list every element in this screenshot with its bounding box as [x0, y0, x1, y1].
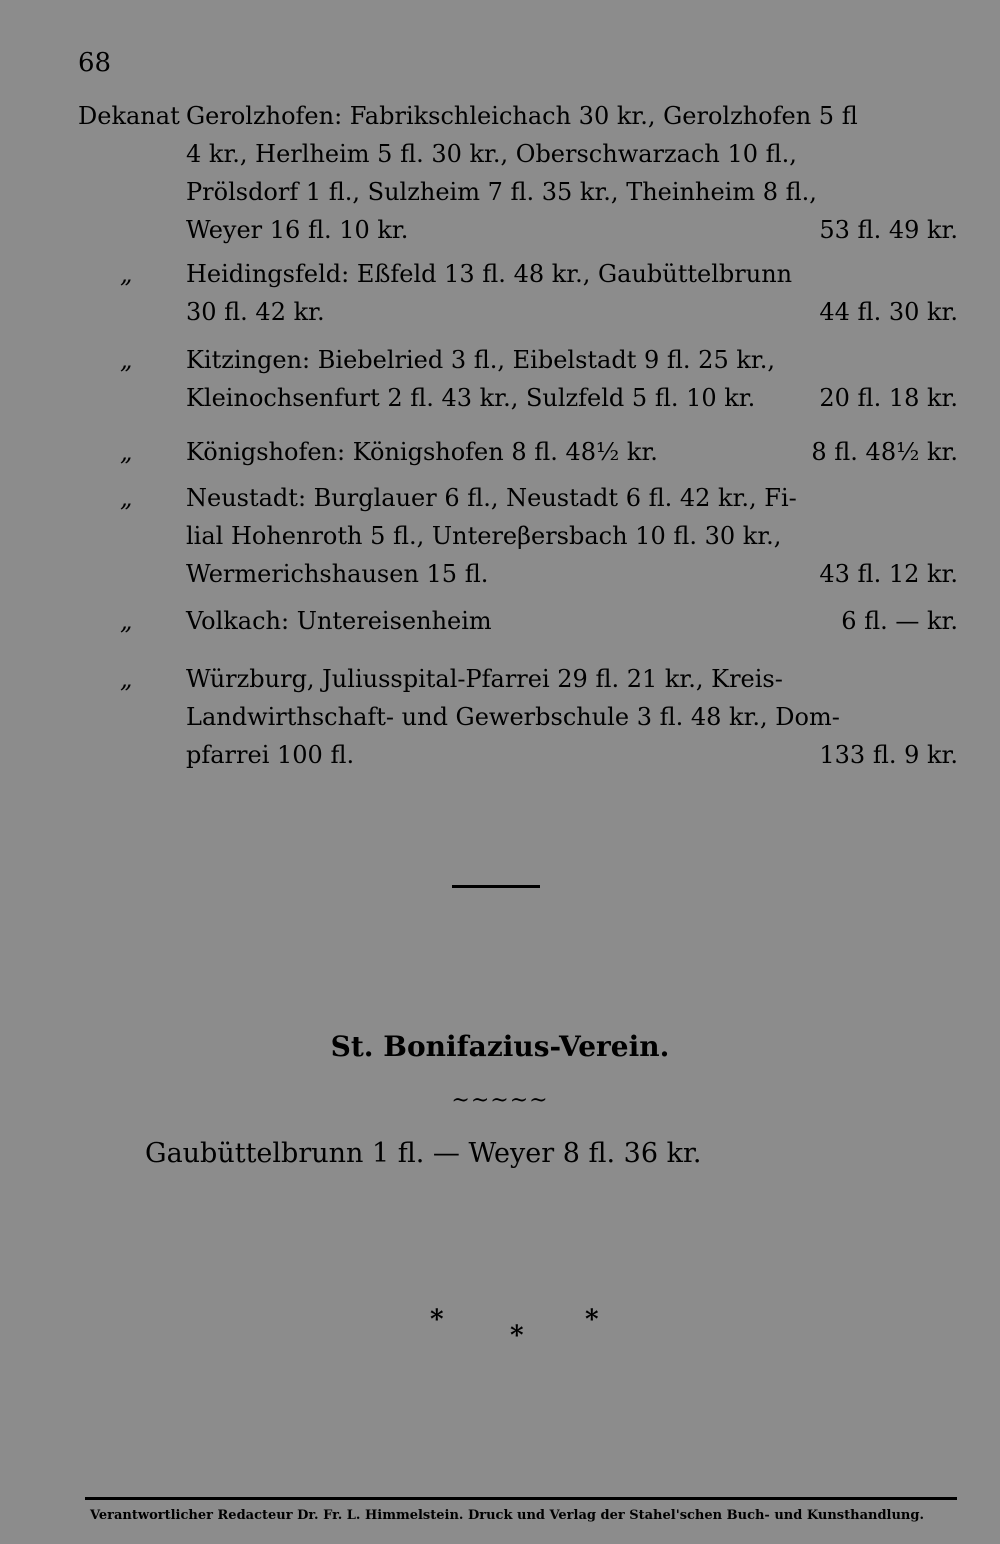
page-number: 68 — [78, 48, 112, 78]
section-divider-rule — [452, 885, 540, 888]
entry-koenigshofen — [78, 433, 958, 471]
entry-total: 133 fl. 9 kr. — [819, 741, 958, 769]
entry-wuerzburg — [78, 660, 958, 774]
section-title: St. Bonifazius-Verein. — [330, 1030, 670, 1063]
entry-line: Gerolzhofen: Fabrikschleichach 30 kr., Gerolzhofen 5 fl — [186, 102, 858, 130]
entry-volkach — [78, 602, 958, 640]
footer-rule — [85, 1497, 957, 1500]
entry-line: 4 kr., Herlheim 5 fl. 30 kr., Oberschwarzach 10 fl., — [186, 140, 797, 168]
entry-line: Kitzingen: Biebelried 3 fl., Eibelstadt 9 fl. 25 kr., — [186, 346, 775, 374]
ditto-mark: „ — [120, 484, 133, 512]
asterisk: * — [510, 1321, 524, 1351]
entry-line: Volkach: Untereisenheim — [186, 607, 492, 635]
entry-line: lial Hohenroth 5 fl., Untereβersbach 10 fl. 30 kr., — [186, 522, 782, 550]
ornament-divider: ~~~~~ — [451, 1088, 549, 1113]
asterisk: * — [585, 1305, 599, 1335]
entry-line: Prölsdorf 1 fl., Sulzheim 7 fl. 35 kr., Theinheim 8 fl., — [186, 178, 817, 206]
asterism — [430, 1305, 610, 1355]
ditto-mark: „ — [120, 438, 133, 466]
entry-line: 30 fl. 42 kr. — [186, 298, 325, 326]
asterisk: * — [430, 1305, 444, 1335]
imprint-line: Verantwortlicher Redacteur Dr. Fr. L. Himmelstein. Druck und Verlag der Stahel'schen Buch- und Kunsthandlung. — [90, 1508, 924, 1523]
entry-line: Würzburg, Juliusspital-Pfarrei 29 fl. 21 kr., Kreis- — [186, 665, 783, 693]
entry-kitzingen — [78, 341, 958, 417]
entry-total: 43 fl. 12 kr. — [819, 560, 958, 588]
ditto-mark: „ — [120, 607, 133, 635]
entry-total: 53 fl. 49 kr. — [819, 216, 958, 244]
entry-total: 8 fl. 48½ kr. — [811, 438, 958, 466]
entry-line: Heidingsfeld: Eßfeld 13 fl. 48 kr., Gaubüttelbrunn — [186, 260, 793, 288]
ditto-mark: „ — [120, 346, 133, 374]
bonifazius-donation-line: Gaubüttelbrunn 1 fl. — Weyer 8 fl. 36 kr. — [145, 1138, 702, 1169]
entry-line: Weyer 16 fl. 10 kr. — [186, 216, 409, 244]
entry-line: pfarrei 100 fl. — [186, 741, 355, 769]
ditto-mark: „ — [120, 260, 133, 288]
entry-line: Königshofen: Königshofen 8 fl. 48½ kr. — [186, 438, 658, 466]
entry-total: 20 fl. 18 kr. — [819, 384, 958, 412]
entry-line: Neustadt: Burglauer 6 fl., Neustadt 6 fl. 42 kr., Fi- — [186, 484, 797, 512]
entry-line: Landwirthschaft- und Gewerbschule 3 fl. 48 kr., Dom- — [186, 703, 840, 731]
entry-line: Wermerichshausen 15 fl. — [186, 560, 489, 588]
entry-heidingsfeld — [78, 255, 958, 331]
entry-total: 44 fl. 30 kr. — [819, 298, 958, 326]
entry-line: Kleinochsenfurt 2 fl. 43 kr., Sulzfeld 5 fl. 10 kr. — [186, 384, 756, 412]
ditto-mark: „ — [120, 665, 133, 693]
entry-gerolzhofen — [78, 97, 958, 249]
entry-label: Dekanat — [78, 102, 180, 130]
entry-total: 6 fl. — kr. — [841, 607, 958, 635]
entry-neustadt — [78, 479, 958, 593]
